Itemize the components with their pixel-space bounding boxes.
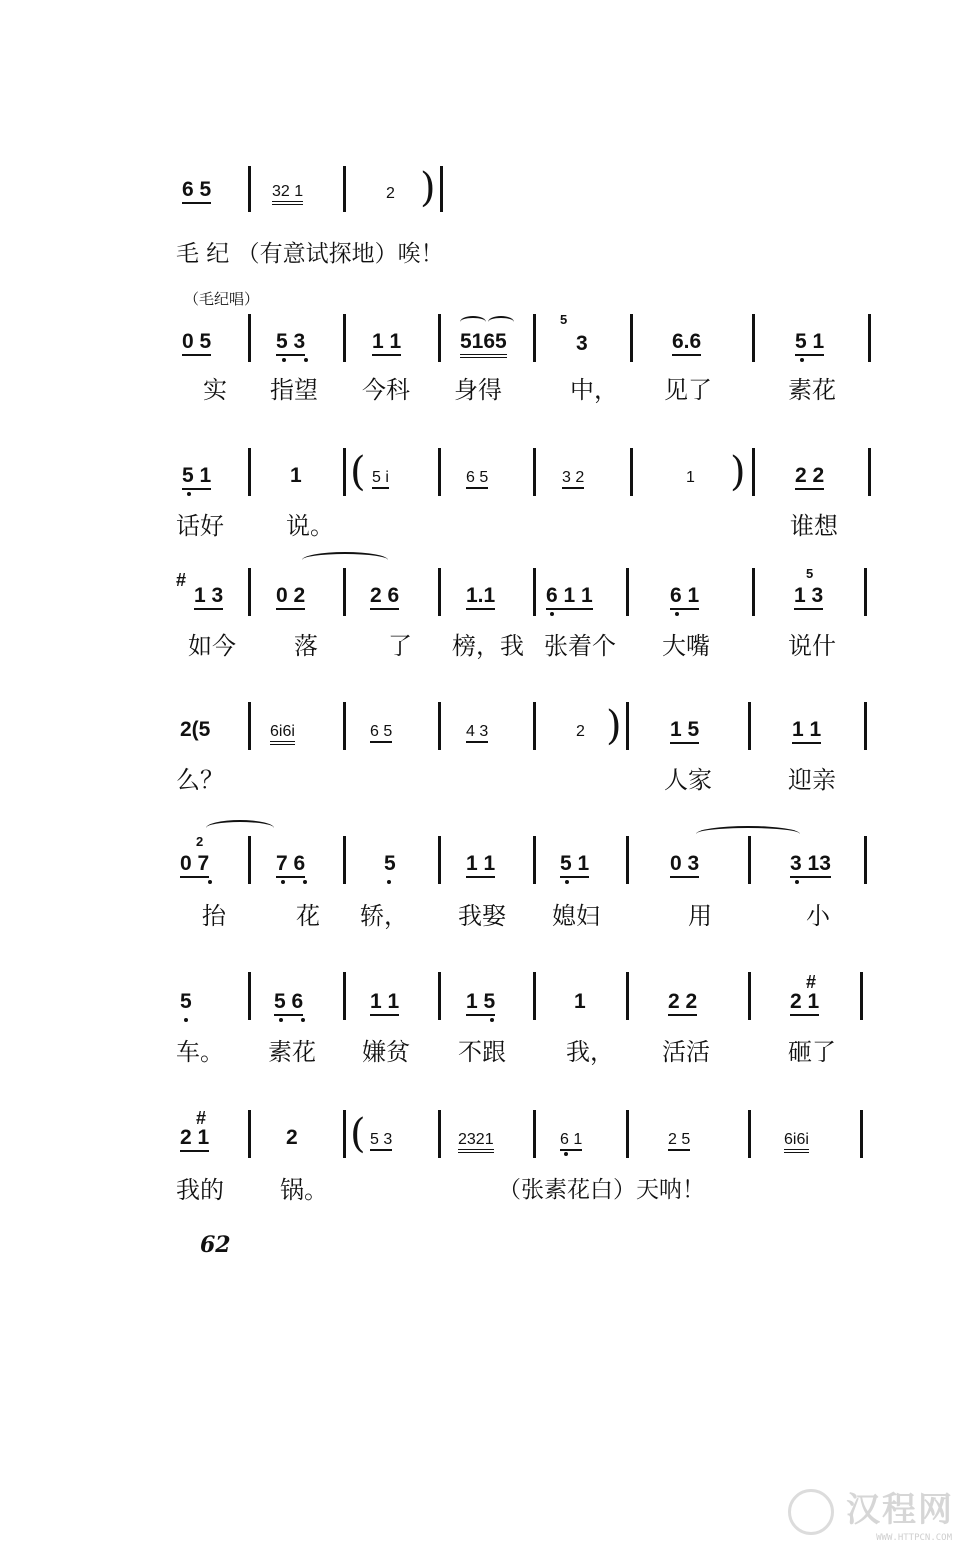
note-group: 2 1 — [180, 1126, 209, 1150]
note-group: 6i6i — [784, 1128, 809, 1152]
barline — [533, 448, 536, 496]
octave-dot — [184, 1018, 188, 1022]
spoken-line: （张素花白）天呐！ — [498, 1177, 705, 1203]
barline — [626, 972, 629, 1020]
barline — [864, 836, 867, 884]
barline — [860, 1110, 863, 1158]
octave-dot — [800, 358, 804, 362]
lyric: 张着个 — [544, 632, 616, 660]
close-paren: ) — [420, 165, 436, 211]
barline — [343, 972, 346, 1020]
slur — [488, 316, 514, 328]
note-group: 5 3 — [370, 1128, 392, 1152]
octave-dot — [282, 358, 286, 362]
barline — [248, 972, 251, 1020]
lyric: 抬 — [202, 902, 226, 930]
barline — [343, 1110, 346, 1158]
barline — [533, 702, 536, 750]
note-group: 1 5 — [670, 718, 699, 742]
note-group: 1 — [574, 990, 586, 1013]
note-group: 1 1 — [792, 718, 821, 742]
barline — [748, 702, 751, 750]
barline — [248, 568, 251, 616]
open-paren: ( — [350, 1111, 366, 1157]
barline — [752, 314, 755, 362]
octave-dot — [550, 612, 554, 616]
note-group: 2321 — [458, 1128, 494, 1152]
barline — [533, 568, 536, 616]
note-group: 2 — [386, 185, 395, 202]
barline — [752, 448, 755, 496]
octave-dot — [301, 1018, 305, 1022]
note-group: 6 1 — [670, 584, 699, 608]
watermark: 汉程网 — [846, 1490, 954, 1530]
octave-dot — [675, 612, 679, 616]
barline — [533, 836, 536, 884]
barline — [248, 702, 251, 750]
octave-dot — [490, 1018, 494, 1022]
sharp-sign: # — [176, 570, 187, 590]
barline — [748, 1110, 751, 1158]
note-group: 5 1 — [182, 464, 211, 488]
note-group: 0 3 — [670, 852, 699, 876]
octave-dot — [279, 1018, 283, 1022]
note-group: 5 i — [372, 466, 389, 490]
note-group: 1 — [686, 469, 695, 486]
lyric: 小 — [806, 902, 830, 930]
note-group: 6 1 1 — [546, 584, 593, 608]
note-group: 5 1 — [560, 852, 589, 876]
note-group: 0 7 — [180, 852, 209, 876]
lyric: 我娶 — [458, 902, 506, 930]
barline — [343, 314, 346, 362]
note-group: 32 1 — [272, 180, 303, 204]
barline — [860, 972, 863, 1020]
lyric: 说什 — [788, 632, 836, 660]
lyric: 实 — [203, 376, 227, 404]
note-group: 2 5 — [668, 1128, 690, 1152]
lyric: 砸了 — [788, 1038, 836, 1066]
barline — [248, 166, 251, 212]
barline — [438, 1110, 441, 1158]
close-paren: ) — [606, 703, 622, 749]
lyric: 榜，我 — [452, 632, 524, 660]
note-group: 4 3 — [466, 720, 488, 744]
note-group: 6 5 — [370, 720, 392, 744]
barline — [626, 568, 629, 616]
watermark-url: WWW.HTTPCN.COM — [876, 1533, 952, 1543]
octave-dot — [795, 880, 799, 884]
note-group: 2 2 — [795, 464, 824, 488]
slur — [460, 316, 486, 328]
barline — [248, 1110, 251, 1158]
barline — [248, 836, 251, 884]
note-group: 1 5 — [466, 990, 495, 1014]
note-group: 2 1 — [790, 990, 819, 1014]
octave-dot — [281, 880, 285, 884]
barline — [626, 702, 629, 750]
lyric: 大嘴 — [662, 632, 710, 660]
grace-note: 5 — [560, 312, 568, 327]
barline — [438, 836, 441, 884]
barline — [248, 314, 251, 362]
barline — [343, 448, 346, 496]
barline — [343, 166, 346, 212]
note-group: 6.6 — [672, 330, 701, 354]
note-group: 2(5 — [180, 718, 211, 741]
note-group: 5 — [180, 990, 192, 1013]
barline — [630, 314, 633, 362]
barline — [626, 836, 629, 884]
note-group: 5 — [384, 852, 396, 875]
barline — [748, 836, 751, 884]
lyric: 么？ — [176, 766, 224, 794]
note-group: 5 1 — [795, 330, 824, 354]
lyric: 如今 — [188, 632, 236, 660]
note-group: 5 3 — [276, 330, 305, 354]
lyric: 迎亲 — [788, 766, 836, 794]
grace-note: 2 — [196, 834, 204, 849]
close-paren: ) — [730, 449, 746, 495]
note-group: 5 6 — [274, 990, 303, 1014]
sharp-sign: # — [196, 1108, 207, 1128]
note-group: 0 5 — [182, 330, 211, 354]
octave-dot — [208, 880, 212, 884]
note-group: 3 — [576, 332, 588, 355]
lyric: 话好 — [176, 512, 224, 540]
barline — [438, 314, 441, 362]
watermark-logo-icon — [788, 1489, 834, 1535]
note-group: 3 13 — [790, 852, 831, 876]
octave-dot — [387, 880, 391, 884]
sharp-sign: # — [806, 972, 817, 992]
lyric: 嫌贫 — [362, 1038, 410, 1066]
note-group: 7 6 — [276, 852, 305, 876]
barline — [440, 166, 443, 212]
slur — [302, 552, 388, 568]
barline — [438, 448, 441, 496]
lyric: 了 — [388, 632, 412, 660]
barline — [248, 448, 251, 496]
open-paren: ( — [350, 449, 366, 495]
barline — [868, 448, 871, 496]
lyric: 车。 — [176, 1038, 224, 1066]
lyric: 中， — [570, 376, 618, 404]
lyric: 不跟 — [458, 1038, 506, 1066]
barline — [630, 448, 633, 496]
barline — [533, 972, 536, 1020]
barline — [438, 702, 441, 750]
lyric: 人家 — [664, 766, 712, 794]
note-group: 1 1 — [372, 330, 401, 354]
barline — [533, 1110, 536, 1158]
octave-dot — [304, 358, 308, 362]
barline — [868, 314, 871, 362]
lyric: 轿， — [360, 902, 408, 930]
lyric: 指望 — [270, 376, 318, 404]
note-group: 1 3 — [794, 584, 823, 608]
note-group: 5165 — [460, 330, 507, 354]
barline — [438, 568, 441, 616]
barline — [864, 568, 867, 616]
grace-note: 5 — [806, 566, 814, 581]
barline — [438, 972, 441, 1020]
note-group: 6 5 — [466, 466, 488, 490]
octave-dot — [565, 880, 569, 884]
lyric: 见了 — [664, 376, 712, 404]
barline — [343, 702, 346, 750]
note-group: 2 — [576, 723, 585, 740]
note-group: 1 3 — [194, 584, 223, 608]
note-group: 6 5 — [182, 178, 211, 202]
barline — [752, 568, 755, 616]
lyric: 今科 — [362, 376, 410, 404]
lyric: 落 — [294, 632, 318, 660]
lyric: 说。 — [286, 512, 334, 540]
spoken-line: 毛 纪 （有意试探地）唉！ — [176, 241, 444, 267]
lyric: 锅。 — [280, 1176, 328, 1204]
barline — [343, 568, 346, 616]
note-group: 6 1 — [560, 1128, 582, 1152]
lyric: 素花 — [268, 1038, 316, 1066]
note-group: 1.1 — [466, 584, 495, 608]
note-group: 2 — [286, 1126, 298, 1149]
note-group: 1 1 — [466, 852, 495, 876]
note-group: 3 2 — [562, 466, 584, 490]
lyric: 花 — [296, 902, 320, 930]
lyric: 媳妇 — [552, 902, 600, 930]
lyric: 我的 — [176, 1176, 224, 1204]
note-group: 0 2 — [276, 584, 305, 608]
note-group: 1 — [290, 464, 302, 487]
lyric: 谁想 — [790, 512, 838, 540]
lyric: 活活 — [662, 1038, 710, 1066]
page-number: 62 — [200, 1232, 231, 1258]
octave-dot — [303, 880, 307, 884]
note-group: 6i6i — [270, 720, 295, 744]
lyric: 用 — [688, 902, 712, 930]
lyric: 我， — [566, 1038, 614, 1066]
slur — [206, 820, 274, 836]
octave-dot — [564, 1152, 568, 1156]
note-group: 2 2 — [668, 990, 697, 1014]
barline — [864, 702, 867, 750]
note-group: 1 1 — [370, 990, 399, 1014]
barline — [626, 1110, 629, 1158]
octave-dot — [187, 492, 191, 496]
barline — [533, 314, 536, 362]
barline — [343, 836, 346, 884]
lyric: 身得 — [454, 376, 502, 404]
singer-cue: （毛纪唱） — [184, 290, 260, 308]
barline — [748, 972, 751, 1020]
lyric: 素花 — [788, 376, 836, 404]
note-group: 2 6 — [370, 584, 399, 608]
